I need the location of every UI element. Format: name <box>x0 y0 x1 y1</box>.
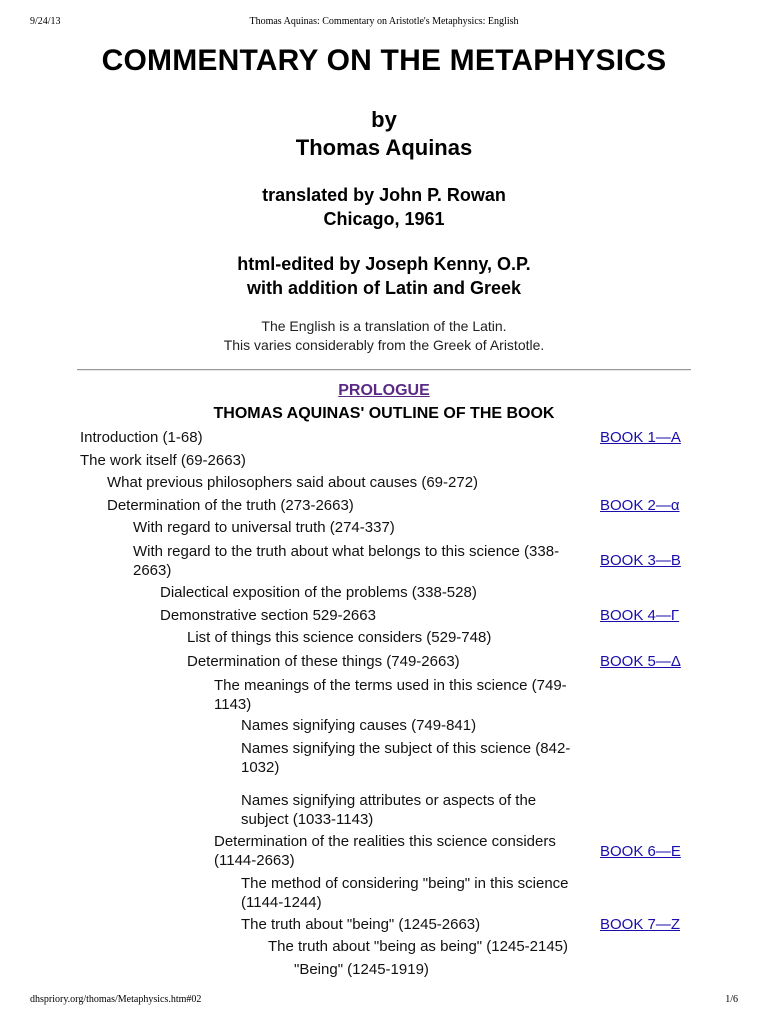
byline <box>0 106 768 162</box>
book-6-link[interactable]: BOOK 6—E <box>600 843 681 860</box>
note-line-2: This varies considerably from the Greek of Aristotle. <box>223 337 545 353</box>
print-url: dhspriory.org/thomas/Metaphysics.htm#02 <box>30 994 202 1005</box>
outline-item: Dialectical exposition of the problems (338-528) <box>160 584 477 601</box>
book-2-link[interactable]: BOOK 2—α <box>600 497 680 514</box>
book-5-link[interactable]: BOOK 5—Δ <box>600 653 681 670</box>
outline-item-continued: (1144-2663) <box>214 852 295 869</box>
outline-item-continued: (1144-1244) <box>241 894 322 911</box>
print-page-title: Thomas Aquinas: Commentary on Aristotle's Metaphysics: English <box>249 16 519 27</box>
outline-item: List of things this science considers (529-748) <box>187 629 492 646</box>
outline-item: The method of considering "being" in this science <box>241 875 569 892</box>
outline-item-continued: subject (1033-1143) <box>241 811 374 828</box>
outline-item: Names signifying attributes or aspects of the <box>241 792 537 809</box>
book-4-link[interactable]: BOOK 4—Γ <box>600 607 680 624</box>
note-line-1: The English is a translation of the Latin. <box>261 318 507 334</box>
editor: html-edited by Joseph Kenny, O.P. <box>237 254 531 274</box>
outline-item: With regard to universal truth (274-337) <box>133 519 395 536</box>
outline-item: Names signifying causes (749-841) <box>241 717 477 734</box>
outline-item: "Being" (1245-1919) <box>294 961 429 978</box>
author-name: Thomas Aquinas <box>295 135 473 160</box>
horizontal-divider <box>77 369 691 371</box>
translator: translated by John P. Rowan <box>262 185 506 205</box>
outline-heading: THOMAS AQUINAS' OUTLINE OF THE BOOK <box>213 405 555 422</box>
outline-item-continued: 2663) <box>133 562 172 579</box>
book-7-link[interactable]: BOOK 7—Z <box>600 916 681 933</box>
translation-note <box>0 317 768 355</box>
outline-item: The work itself (69-2663) <box>80 452 246 469</box>
outline-item: With regard to the truth about what belongs to this science (338- <box>133 543 560 560</box>
outline-item: Determination of these things (749-2663) <box>187 653 460 670</box>
document-title: COMMENTARY ON THE METAPHYSICS <box>101 44 667 77</box>
print-page-number: 1/6 <box>725 994 738 1005</box>
outline-item: Determination of the realities this science considers <box>214 833 556 850</box>
outline-item: The truth about "being as being" (1245-2145) <box>268 938 569 955</box>
outline-item: The meanings of the terms used in this science (749- <box>214 677 567 694</box>
print-header <box>30 16 738 30</box>
outline-item: Demonstrative section 529-2663 <box>160 607 376 624</box>
outline-item: The truth about "being" (1245-2663) <box>241 916 481 933</box>
translation-info <box>0 183 768 231</box>
book-3-link[interactable]: BOOK 3—B <box>600 552 681 569</box>
outline-item: What previous philosophers said about causes (69-272) <box>107 474 479 491</box>
outline-item: Determination of the truth (273-2663) <box>107 497 354 514</box>
by-label: by <box>371 107 397 132</box>
editing-info <box>0 252 768 300</box>
outline-item: Introduction (1-68) <box>80 429 203 446</box>
place-year: Chicago, 1961 <box>323 209 445 229</box>
outline-item: Names signifying the subject of this science (842- <box>241 740 571 757</box>
print-date: 9/24/13 <box>30 16 61 27</box>
edition-addition: with addition of Latin and Greek <box>246 278 521 298</box>
outline-item-continued: 1143) <box>214 696 252 713</box>
book-1-link[interactable]: BOOK 1—A <box>600 429 681 446</box>
print-footer <box>30 994 738 1008</box>
prologue-link[interactable]: PROLOGUE <box>338 382 430 399</box>
outline-item-continued: 1032) <box>241 759 280 776</box>
